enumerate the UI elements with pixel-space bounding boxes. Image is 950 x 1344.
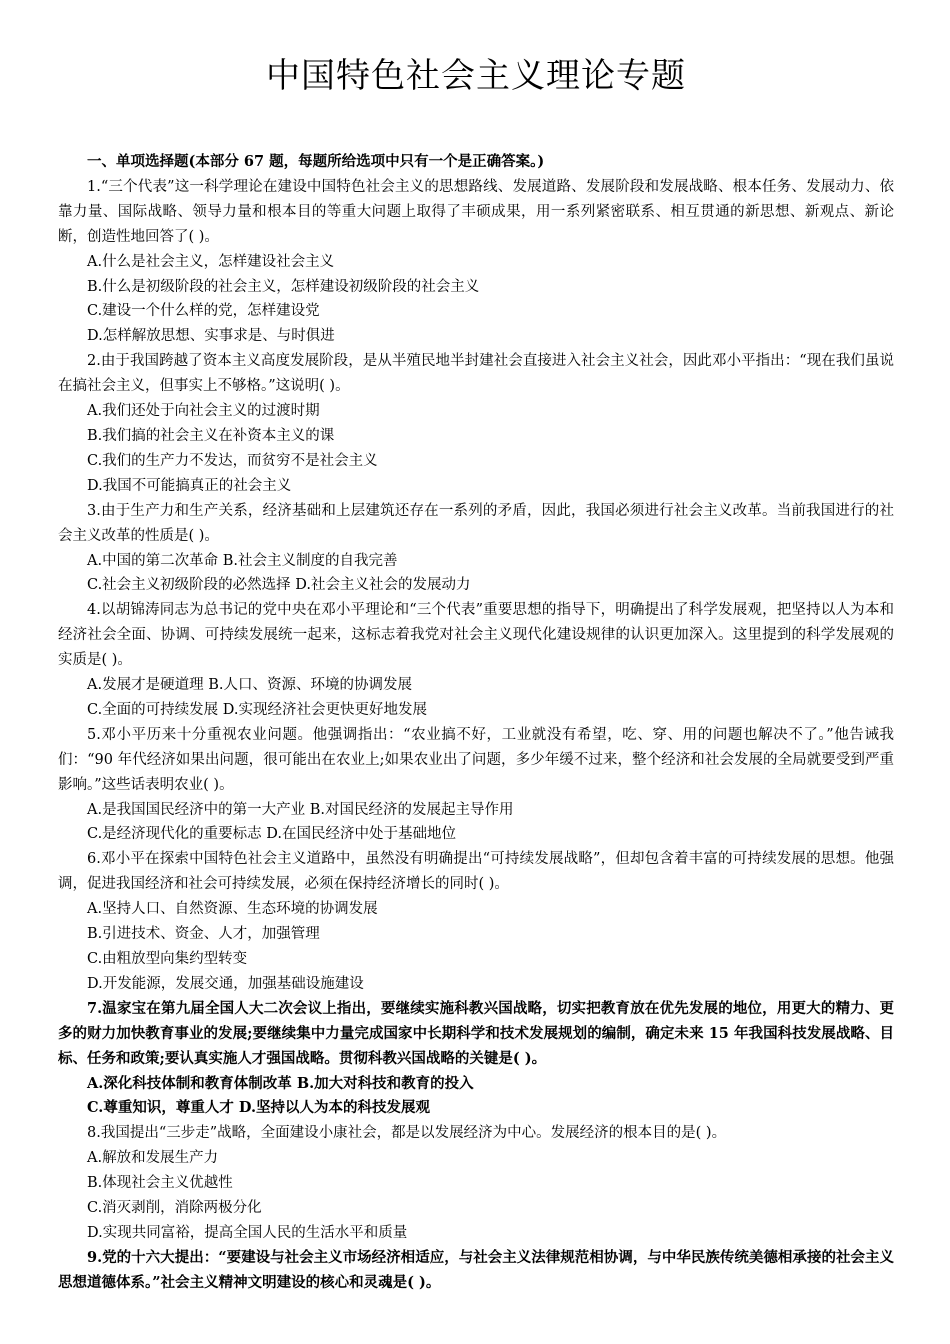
answer-option: D.我国不可能搞真正的社会主义 <box>87 477 292 494</box>
answer-option: C.消灭剥削，消除两极分化 <box>87 1200 262 1217</box>
question-stem: 5.邓小平历来十分重视农业问题。他强调指出：“农业搞不好，工业就没有希望，吃、穿、用的问题也解决不了。”他告诫我们：“90 年代经济如果出问题，很可能出在农业上;如果农业出了问题，多少年缓不过来，整个经济和社会发展的全局就要受到严重影响。”这些话表明农业( )。 <box>58 726 894 793</box>
section-heading: 一、单项选择题(本部分 67 题，每题所给选项中只有一个是正确答案。) <box>87 153 545 170</box>
question-stem: 4.以胡锦涛同志为总书记的党中央在邓小平理论和“三个代表”重要思想的指导下，明确提出了科学发展观，把坚持以人为本和经济社会全面、协调、可持续发展统一起来，这标志着我党对社会主义现代化建设规律的认识更加深入。这里提到的科学发展观的实质是( )。 <box>58 602 894 669</box>
answer-option: A.我们还处于向社会主义的过渡时期 <box>87 403 320 420</box>
answer-option: A.什么是社会主义，怎样建设社会主义 <box>87 253 335 270</box>
answer-option: B.我们搞的社会主义在补资本主义的课 <box>87 427 335 444</box>
question-stem: 6.邓小平在探索中国特色社会主义道路中，虽然没有明确提出“可持续发展战略”，但却包含着丰富的可持续发展的思想。他强调，促进我国经济和社会可持续发展，必须在保持经济增长的同时( )。 <box>58 851 894 893</box>
page-title: 中国特色社会主义理论专题 <box>266 56 686 96</box>
answer-option: C.建设一个什么样的党，怎样建设党 <box>87 303 320 320</box>
answer-option: C.我们的生产力不发达，而贫穷不是社会主义 <box>87 452 378 469</box>
answer-option: A.坚持人口、自然资源、生态环境的协调发展 <box>87 901 378 918</box>
answer-option: A.深化科技体制和教育体制改革 B.加大对科技和教育的投入 <box>87 1074 474 1092</box>
answer-option: A.解放和发展生产力 <box>87 1150 219 1167</box>
answer-option: B.什么是初级阶段的社会主义，怎样建设初级阶段的社会主义 <box>87 278 480 295</box>
question-stem: 2.由于我国跨越了资本主义高度发展阶段，是从半殖民地半封建社会直接进入社会主义社会，因此邓小平指出：“现在我们虽说在搞社会主义，但事实上不够格。”这说明( )。 <box>58 353 894 395</box>
answer-option: D.实现共同富裕，提高全国人民的生活水平和质量 <box>87 1224 408 1241</box>
question-stem: 3.由于生产力和生产关系，经济基础和上层建筑还存在一系列的矛盾，因此，我国必须进行社会主义改革。当前我国进行的社会主义改革的性质是( )。 <box>58 502 894 544</box>
answer-option: B.体现社会主义优越性 <box>87 1175 233 1192</box>
answer-option: D.开发能源，发展交通，加强基础设施建设 <box>87 975 364 992</box>
answer-option: A.是我国国民经济中的第一大产业 B.对国民经济的发展起主导作用 <box>87 801 514 818</box>
answer-option: C.是经济现代化的重要标志 D.在国民经济中处于基础地位 <box>87 826 457 843</box>
answer-option: C.社会主义初级阶段的必然选择 D.社会主义社会的发展动力 <box>87 577 471 594</box>
document-body <box>58 150 894 1296</box>
answer-option: B.引进技术、资金、人才，加强管理 <box>87 926 320 943</box>
question-stem: 7.温家宝在第九届全国人大二次会议上指出，要继续实施科教兴国战略，切实把教育放在优先发展的地位，用更大的精力、更多的财力加快教育事业的发展;要继续集中力量完成国家中长期科学和技术发展规划的编制，确定未来 15 年我国科技发展战略、目标、任务和政策;要认真实施人才强国战略。贯彻科教兴国战略的关键是( )。 <box>58 999 894 1067</box>
answer-option: A.中国的第二次革命 B.社会主义制度的自我完善 <box>87 552 398 569</box>
answer-option: C.尊重知识，尊重人才 D.坚持以人为本的科技发展观 <box>87 1099 430 1117</box>
question-stem: 8.我国提出“三步走”战略，全面建设小康社会，都是以发展经济为中心。发展经济的根本目的是( )。 <box>87 1125 727 1142</box>
answer-option: C.全面的可持续发展 D.实现经济社会更快更好地发展 <box>87 701 428 718</box>
question-stem: 9.党的十六大提出：“要建设与社会主义市场经济相适应，与社会主义法律规范相协调，与中华民族传统美德相承接的社会主义思想道德体系。”社会主义精神文明建设的核心和灵魂是( )。 <box>58 1248 894 1291</box>
answer-option: A.发展才是硬道理 B.人口、资源、环境的协调发展 <box>87 677 412 694</box>
answer-option: D.怎样解放思想、实事求是、与时俱进 <box>87 328 335 345</box>
answer-option: C.由粗放型向集约型转变 <box>87 951 248 967</box>
question-stem: 1.“三个代表”这一科学理论在建设中国特色社会主义的思想路线、发展道路、发展阶段和发展战略、根本任务、发展动力、依靠力量、国际战略、领导力量和根本目的等重大问题上取得了丰硕成果，用一系列紧密联系、相互贯通的新思想、新观点、新论断，创造性地回答了( )。 <box>58 178 894 245</box>
